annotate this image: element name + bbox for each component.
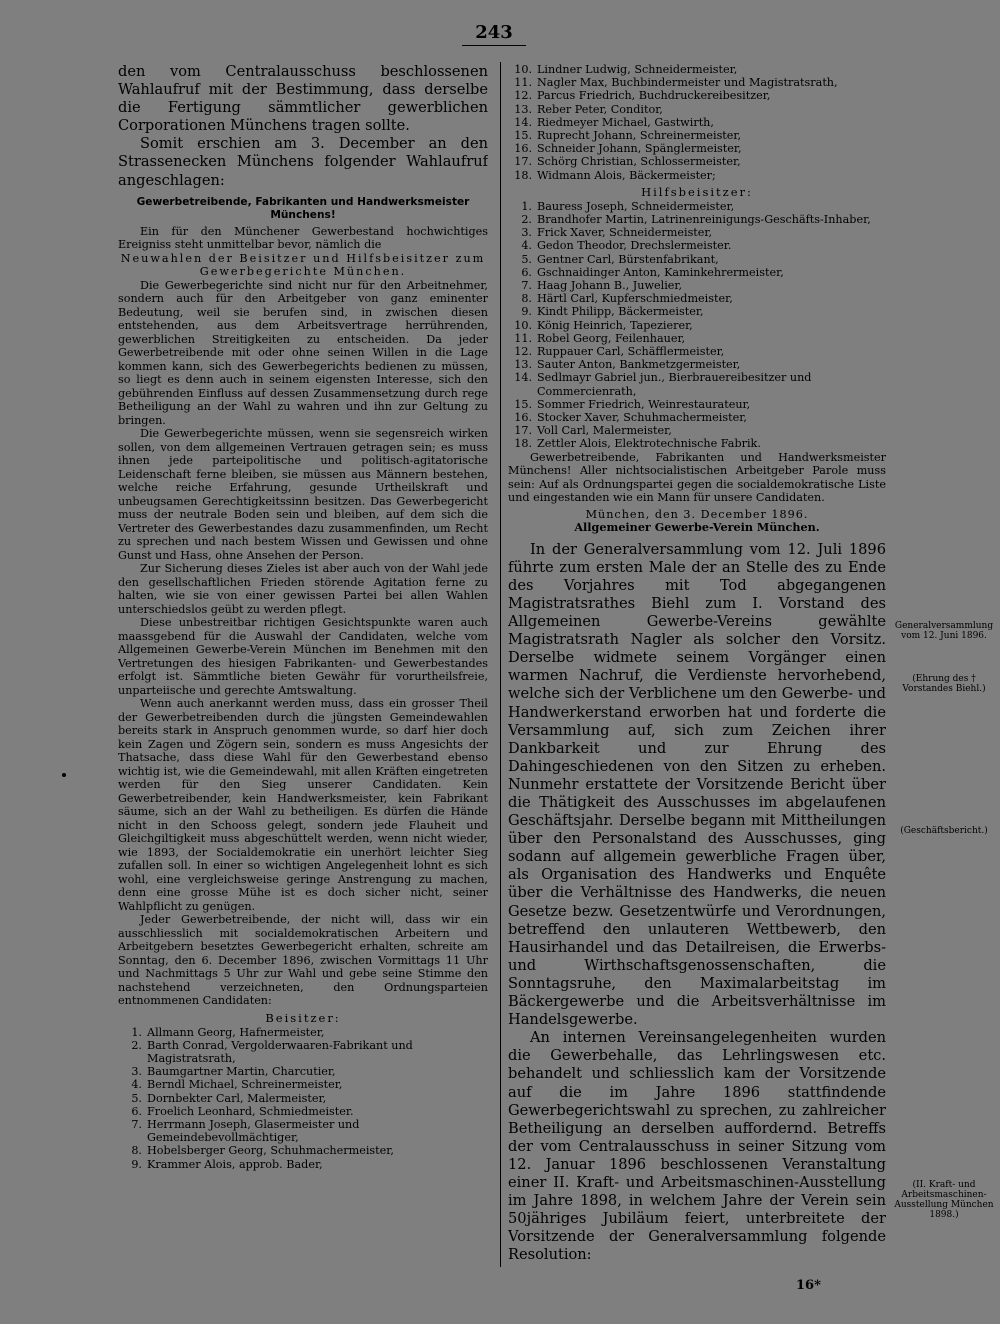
closing-paragraph: Gewerbetreibende, Fabrikanten und Handwerksmeister Münchens! Aller nichtsocialistischen Arbeitgeber Parole muss sein: Auf als Ordnungspartei gegen die socialdemokratische Liste und eingestanden wie ein Mann für unsere Candidaten.: [508, 450, 886, 505]
item-number: 12.: [514, 345, 532, 359]
beisitzer-heading: Beisitzer:: [265, 1010, 341, 1025]
item-text: Frick Xaver, Schneidermeister,: [537, 226, 713, 240]
item-text: Sommer Friedrich, Weinrestaurateur,: [537, 397, 751, 411]
item-text: Gentner Carl, Bürstenfabrikant,: [537, 252, 719, 266]
item-number: 10.: [514, 318, 532, 332]
report-paragraph: In der Generalversammlung vom 12. Juli 1896 führte zum ersten Male der an Stelle des zu Ende des Vorjahres mit Tod abgegangenen Magistratsrathes Biehl zum I. Vorstand des Allgemeinen Gewerbe-Vereins gewählte Magistratsrath Nagler als solcher den Vorsitz. Derselbe widmete seinem Vorgänger einen warmen Nachruf, die Verdienste hervorhebend, welche sich der Verblichene um den Gewerbe- und Handwerkerstand erworben hat und forderte die Versammlung auf, sich zum Zeichen ihrer Dankbarkeit und zur Ehrung des Dahingeschiedenen von den Sitzen zu erheben. Nunmehr erstattete der Vorsitzende Bericht über die Thätigkeit des Ausschusses im abgelaufenen Geschäftsjahr. Derselbe begann mit Mittheilungen über den Personalstand des Ausschusses, ging sodann auf allgemein gewerbliche Fragen über, als Organisation des Handwerks und Enquête über die Verhältnisse des Handwerks, die neuen Gesetze bezw. Gesetzentwürfe und Verordnungen, betreffend den unlauteren Wettbewerb, den Hausirhandel und das Detailreisen, die Erwerbs- und Wirthschaftsgenossenschaften, die Sonntagsruhe, den Maximalarbeitstag im Bäckergewerbe und die Arbeitsverhältnisse im Handelsgewerbe.: [508, 540, 886, 1029]
list-item: [508, 279, 886, 292]
hilfsbeisitzer-list: [508, 200, 886, 451]
item-text: Gedon Theodor, Drechslermeister.: [537, 239, 732, 253]
item-number: 17.: [514, 155, 532, 169]
list-item: [508, 437, 886, 450]
intro-paragraph: den vom Centralausschuss beschlossenen Wahlaufruf mit der Bestimmung, dass derselbe die Fertigung sämmtlicher gewerblichen Corporationen Münchens tragen sollte.: [118, 63, 488, 135]
item-text: Härtl Carl, Kupferschmiedmeister,: [537, 292, 733, 306]
item-text: König Heinrich, Tapezierer,: [537, 318, 693, 332]
list-item: [508, 142, 886, 155]
item-number: 5.: [521, 252, 532, 266]
list-item: [508, 411, 886, 424]
proclamation-intro: Ein für den Münchener Gewerbestand hochwichtiges Ereigniss steht unmittelbar bevor, nämlich die: [118, 224, 488, 252]
item-text: Lindner Ludwig, Schneidermeister,: [537, 63, 738, 76]
item-number: 15.: [514, 397, 532, 411]
item-number: 14.: [514, 115, 532, 129]
item-number: 16.: [514, 142, 532, 156]
margin-note: (Geschäftsbericht.): [900, 826, 988, 836]
item-number: 8.: [521, 292, 532, 306]
report-paragraph: An internen Vereinsangelegenheiten wurden die Gewerbehalle, das Lehrlingswesen etc. behandelt und schliesslich kam der Vorsitzende auf die im Jahre 1896 stattfindende Gewerbegerichtswahl zu sprechen, zu zahlreicher Betheiligung an derselben auffordernd. Betreffs der vom Centralausschuss in seiner Sitzung vom 12. Januar 1896 beschlossenen Veranstaltung einer II. Kraft- und Arbeitsmaschinen-Ausstellung im Jahre 1898, in welchem Jahre der Verein sein 50jähriges Jubiläum feiert, unterbreitete der Vorsitzende der Generalversammlung folgende Resolution:: [508, 1029, 886, 1264]
item-number: 2.: [131, 1038, 142, 1052]
item-text: Ruprecht Johann, Schreinermeister,: [537, 129, 742, 143]
list-item: [508, 292, 886, 305]
item-number: 18.: [514, 437, 532, 451]
item-text: Schörg Christian, Schlossermeister,: [537, 155, 741, 169]
item-number: 3.: [521, 226, 532, 240]
item-text: Baumgartner Martin, Charcutier,: [147, 1065, 336, 1079]
item-text: Zettler Alois, Elektrotechnische Fabrik.: [537, 437, 761, 451]
item-text: Allmann Georg, Hafnermeister,: [147, 1025, 325, 1039]
printer-signature: 16*: [796, 1278, 821, 1293]
column-divider: [500, 62, 501, 1267]
item-text: Gschnaidinger Anton, Kaminkehrermeister,: [537, 265, 784, 279]
item-number: 7.: [131, 1118, 142, 1132]
margin-note: Generalversammlung vom 12. Juni 1896.: [894, 621, 994, 641]
item-text: Sedlmayr Gabriel jun., Bierbrauereibesitzer und Commercienrath,: [537, 371, 812, 398]
page-number-rule: [462, 45, 526, 46]
item-text: Riedmeyer Michael, Gastwirth,: [537, 115, 714, 129]
item-text: Schneider Johann, Spänglermeister,: [537, 142, 742, 156]
page-number: 243: [475, 22, 513, 43]
list-item: [118, 1078, 488, 1091]
item-number: 6.: [521, 265, 532, 279]
list-item: [508, 200, 886, 213]
list-item: [118, 1092, 488, 1105]
item-text: Kindt Philipp, Bäckermeister,: [537, 305, 704, 319]
item-text: Reber Peter, Conditor,: [537, 102, 663, 116]
hilfsbeisitzer-heading: Hilfsbeisitzer:: [641, 184, 753, 199]
list-item: [118, 1105, 488, 1118]
proclamation-paragraph: Jeder Gewerbetreibende, der nicht will, dass wir ein ausschliesslich mit socialdemokratischen Arbeitern und Arbeitgebern besetztes Gewerbegericht erhalten, schreite am Sonntag, den 6. December 1896, zwischen Vormittags 11 Uhr und Nachmittags 5 Uhr zur Wahl und gebe seine Stimme den nachstehend verzeichneten, den Ordnungsparteien entnommenen Candidaten:: [118, 913, 488, 1008]
list-item: [508, 371, 886, 397]
item-number: 10.: [514, 63, 532, 76]
item-text: Nagler Max, Buchbindermeister und Magistratsrath,: [537, 76, 838, 90]
list-item: [508, 169, 886, 182]
item-text: Dornbekter Carl, Malermeister,: [147, 1091, 327, 1105]
left-column: [118, 63, 488, 1171]
item-text: Krammer Alois, approb. Bader,: [147, 1157, 323, 1171]
list-item: [118, 1118, 488, 1144]
item-number: 17.: [514, 424, 532, 438]
item-number: 14.: [514, 371, 532, 385]
proclamation-closing: [508, 451, 886, 535]
margin-note: (II. Kraft- und Arbeitsmaschinen-Ausstellung München 1898.): [894, 1180, 994, 1220]
item-text: Voll Carl, Malermeister,: [537, 424, 672, 438]
item-number: 8.: [131, 1144, 142, 1158]
item-number: 13.: [514, 358, 532, 372]
list-item: [508, 129, 886, 142]
list-item: [508, 89, 886, 102]
item-number: 18.: [514, 168, 532, 182]
list-item: [118, 1144, 488, 1157]
date-line: München, den 3. December 1896.: [585, 507, 809, 521]
item-number: 11.: [514, 76, 532, 90]
list-item: [508, 76, 886, 89]
list-item: [118, 1065, 488, 1078]
item-number: 4.: [131, 1078, 142, 1092]
item-text: Froelich Leonhard, Schmiedmeister.: [147, 1104, 354, 1118]
item-number: 7.: [521, 279, 532, 293]
item-text: Hobelsberger Georg, Schuhmachermeister,: [147, 1144, 394, 1158]
item-number: 3.: [131, 1065, 142, 1079]
beisitzer-list: [118, 1026, 488, 1171]
intro-paragraph: Somit erschien am 3. December an den Strassenecken Münchens folgender Wahlaufruf angeschlagen:: [118, 135, 488, 189]
proclamation-spaced-title: Neuwahlen der Beisitzer und Hilfsbeisitzer zum Gewerbegerichte München.: [120, 251, 486, 279]
item-number: 9.: [521, 305, 532, 319]
item-text: Sauter Anton, Bankmetzgermeister,: [537, 358, 741, 372]
list-item: [508, 213, 886, 226]
item-number: 4.: [521, 239, 532, 253]
item-text: Widmann Alois, Bäckermeister;: [537, 168, 716, 182]
item-number: 16.: [514, 411, 532, 425]
item-number: 9.: [131, 1157, 142, 1171]
item-text: Bauress Joseph, Schneidermeister,: [537, 199, 735, 213]
item-text: Herrmann Joseph, Glasermeister und Gemeindebevollmächtiger,: [147, 1118, 360, 1145]
margin-note: (Ehrung des † Vorstandes Biehl.): [902, 674, 986, 694]
list-item: [508, 398, 886, 411]
list-item: [508, 253, 886, 266]
intro-text: [118, 63, 488, 190]
item-number: 13.: [514, 102, 532, 116]
item-number: 15.: [514, 129, 532, 143]
item-text: Robel Georg, Feilenhauer,: [537, 331, 686, 345]
proclamation-paragraph: Die Gewerbegerichte sind nicht nur für den Arbeitnehmer, sondern auch für den Arbeitgeber von ganz eminenter Bedeutung, weil sie berufen sind, in zwischen diesen entstehenden, aus dem Arbeitsvertrage herrührenden, gewerblichen Streitigkeiten zu entscheiden. Da jeder Gewerbetreibende mit oder ohne seinen Willen in die Lage kommen kann, sich des Gewerbegerichts bedienen zu müssen, so liegt es denn auch in seinem eigensten Interesse, sich den gebührenden Einfluss auf dessen Zusammensetzung durch rege Betheiligung an der Wahl zu wahren und ihn zur Geltung zu bringen.: [118, 278, 488, 427]
item-text: Brandhofer Martin, Latrinenreinigungs-Geschäfts-Inhaber,: [537, 213, 871, 227]
list-item: [508, 239, 886, 252]
item-text: Ruppauer Carl, Schäfflermeister,: [537, 345, 725, 359]
item-number: 12.: [514, 89, 532, 103]
proclamation-paragraph: Die Gewerbegerichte müssen, wenn sie segensreich wirken sollen, von dem allgemeinen Vertrauen getragen sein; es muss ihnen jede parteipolitische und politisch-agitatorische Leidenschaft ferne bleiben, sie müssen aus Männern bestehen, welche reiche Erfahrung, gesunde Urtheilskraft und unbeugsamen Gerechtigkeitssinn besitzen. Das Gewerbegericht muss der neutrale Boden sein und bleiben, auf dem sich die Vertreter des Gewerbestandes dazu zusammenfinden, um Recht zu sprechen und nach bestem Wissen und Gewissen und ohne Gunst und Hass, ohne Ansehen der Person.: [118, 427, 488, 562]
item-number: 1.: [131, 1025, 142, 1039]
item-number: 2.: [521, 213, 532, 227]
list-item: [508, 424, 886, 437]
list-item: [508, 332, 886, 345]
list-item: [508, 305, 886, 318]
list-item: [508, 345, 886, 358]
item-text: Haag Johann B., Juwelier,: [537, 279, 683, 293]
list-item: [508, 358, 886, 371]
list-item: [508, 116, 886, 129]
list-item: [118, 1039, 488, 1065]
right-column: [508, 63, 886, 1264]
signatory: Allgemeiner Gewerbe-Verein München.: [574, 520, 820, 535]
list-item: [508, 319, 886, 332]
item-number: 1.: [521, 199, 532, 213]
beisitzer-list-continued: [508, 63, 886, 182]
proclamation-paragraph: Zur Sicherung dieses Zieles ist aber auch von der Wahl jede den gesellschaftlichen Frieden störende Agitation ferne zu halten, wie sie von einer gewissen Partei bei allen Wahlen unterschiedslos geübt zu werden pflegt.: [118, 562, 488, 616]
item-text: Parcus Friedrich, Buchdruckereibesitzer,: [537, 89, 771, 103]
list-item: [508, 63, 886, 76]
list-item: [118, 1158, 488, 1171]
list-item: [118, 1026, 488, 1039]
item-text: Berndl Michael, Schreinermeister,: [147, 1078, 343, 1092]
proclamation-heading: Gewerbetreibende, Fabrikanten und Handwerksmeister Münchens!: [136, 195, 470, 221]
list-item: [508, 226, 886, 239]
item-number: 6.: [131, 1104, 142, 1118]
list-item: [508, 103, 886, 116]
item-text: Stocker Xaver, Schuhmachermeister,: [537, 411, 747, 425]
proclamation-body: [118, 225, 488, 1008]
list-item: [508, 155, 886, 168]
proclamation-paragraph: Wenn auch anerkannt werden muss, dass ein grosser Theil der Gewerbetreibenden durch die jüngsten Gemeindewahlen bereits stark in Anspruch genommen wurde, so darf hier doch kein Zagen und Zögern sein, sondern es muss Angesichts der Thatsache, dass diese Wahl für den Gewerbestand ebenso wichtig ist, wie die Gemeindewahl, mit allen Kräften eingetreten werden für den Sieg unserer Candidaten. Kein Gewerbetreibender, kein Handwerksmeister, kein Fabrikant säume, sich an der Wahl zu betheiligen. Es dürfen die Hände nicht in den Schooss gelegt, sondern jede Flauheit und Gleichgiltigkeit muss abgeschüttelt werden, wenn nicht wieder, wie 1893, der Socialdemokratie ein unerhört leichter Sieg zufallen soll. In einer so wichtigen Angelegenheit lohnt es sich wohl, eine vergleichsweise geringe Anstrengung zu machen, denn eine grosse Mühe ist es doch sicher nicht, seiner Wahlpflicht zu genügen.: [118, 697, 488, 913]
item-text: Barth Conrad, Vergolderwaaren-Fabrikant und Magistratsrath,: [147, 1038, 413, 1066]
proclamation-paragraph: Diese unbestreitbar richtigen Gesichtspunkte waren auch maassgebend für die Auswahl der Candidaten, welche vom Allgemeinen Gewerbe-Verein München im Benehmen mit den Vertretungen des hiesigen Fabrikanten- und Gewerbestandes erfolgt ist. Sämmtliche bieten Gewähr für vorurtheilsfreie, unparteiische und gerechte Amtswaltung.: [118, 616, 488, 697]
item-number: 11.: [514, 331, 532, 345]
margin-dot: [62, 773, 66, 777]
list-item: [508, 266, 886, 279]
report-text: [508, 541, 886, 1265]
item-number: 5.: [131, 1091, 142, 1105]
